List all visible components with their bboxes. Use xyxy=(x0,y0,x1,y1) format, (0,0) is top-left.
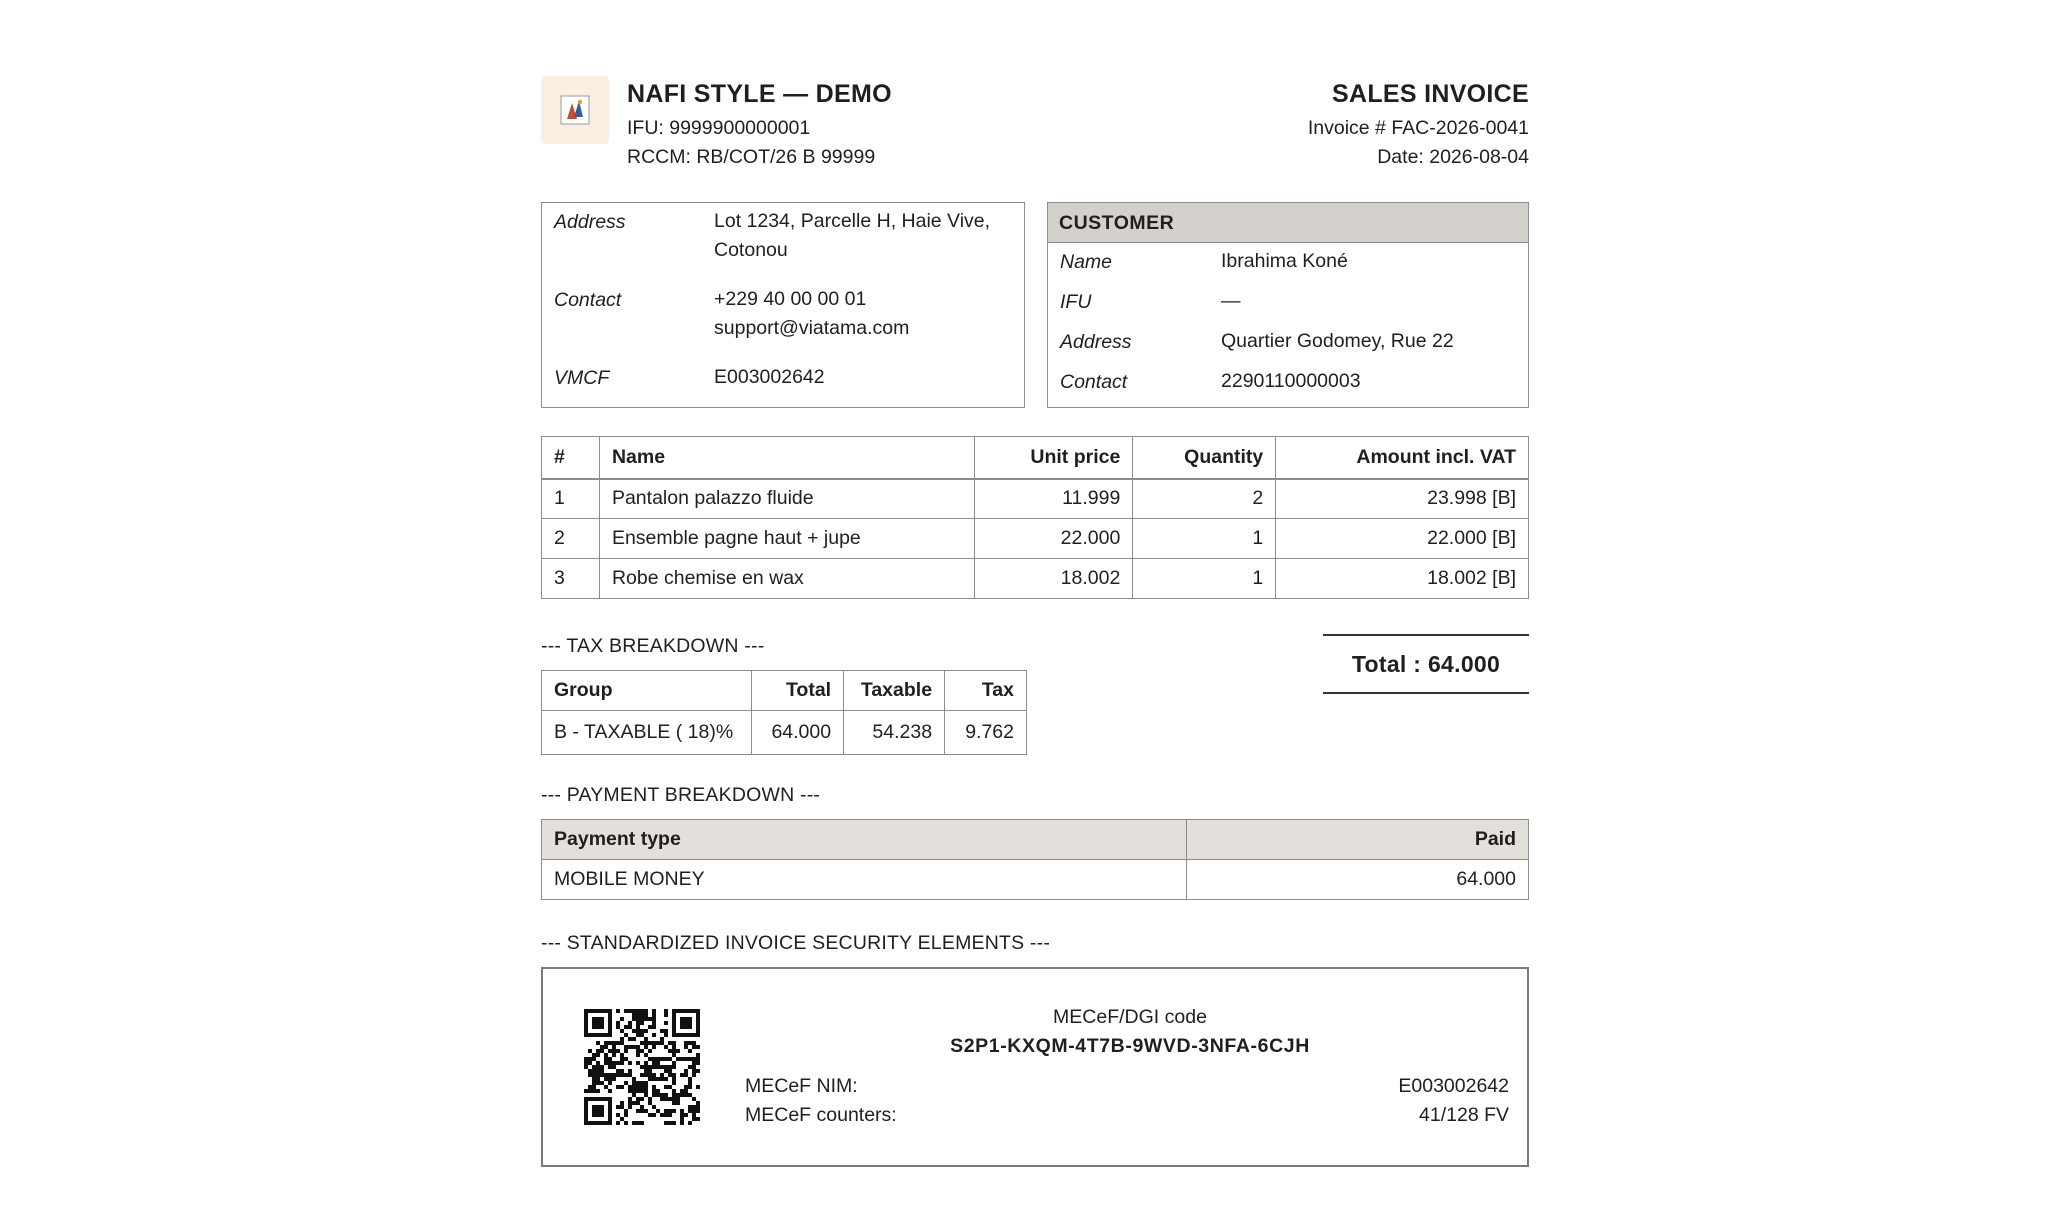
item-unit-price: 11.999 xyxy=(975,479,1133,519)
items-header-number: # xyxy=(542,437,600,479)
items-header-name: Name xyxy=(599,437,975,479)
tax-total: 64.000 xyxy=(752,711,844,755)
table-row xyxy=(542,519,1529,559)
tax-header-tax: Tax xyxy=(945,671,1027,711)
tax-section-title: --- TAX BREAKDOWN --- xyxy=(541,635,765,657)
invoice-number: Invoice # FAC-2026-0041 xyxy=(1307,117,1529,139)
invoice-total: Total : 64.000 xyxy=(1323,634,1529,694)
items-table xyxy=(541,436,1529,599)
tax-header-row xyxy=(542,671,1027,711)
items-header-quantity: Quantity xyxy=(1133,437,1276,479)
mecef-nim-value: E003002642 xyxy=(1398,1075,1509,1097)
customer-contact-label: Contact xyxy=(1060,371,1128,393)
item-amount: 18.002 [B] xyxy=(1276,559,1529,599)
customer-info-box xyxy=(1047,202,1529,408)
mecef-code-label: MECeF/DGI code xyxy=(1053,1006,1207,1028)
item-number: 2 xyxy=(542,519,600,559)
tax-header-group: Group xyxy=(542,671,752,711)
payment-header-row xyxy=(542,820,1529,860)
payment-type: MOBILE MONEY xyxy=(542,860,1187,900)
table-row xyxy=(542,479,1529,519)
seller-info-box xyxy=(541,202,1025,408)
tax-header-taxable: Taxable xyxy=(844,671,945,711)
item-name: Robe chemise en wax xyxy=(599,559,975,599)
mecef-nim-label: MECeF NIM: xyxy=(745,1075,858,1097)
customer-address-label: Address xyxy=(1060,331,1132,353)
item-name: Pantalon palazzo fluide xyxy=(599,479,975,519)
mecef-counters-value: 41/128 FV xyxy=(1419,1104,1509,1126)
tax-header-total: Total xyxy=(752,671,844,711)
item-number: 3 xyxy=(542,559,600,599)
item-quantity: 1 xyxy=(1133,559,1276,599)
customer-contact-value: 2290110000003 xyxy=(1221,370,1361,392)
security-section-title: --- STANDARDIZED INVOICE SECURITY ELEMENTS --- xyxy=(541,932,1051,954)
payment-header-type: Payment type xyxy=(542,820,1187,860)
mecef-counters-label: MECeF counters: xyxy=(745,1104,897,1126)
payment-table xyxy=(541,819,1529,900)
seller-vmcf-value: E003002642 xyxy=(714,366,825,388)
security-box xyxy=(541,967,1529,1167)
seller-vmcf-label: VMCF xyxy=(554,367,610,389)
item-name: Ensemble pagne haut + jupe xyxy=(599,519,975,559)
item-number: 1 xyxy=(542,479,600,519)
table-row xyxy=(542,860,1529,900)
items-header-amount: Amount incl. VAT xyxy=(1276,437,1529,479)
items-header-row xyxy=(542,437,1529,479)
table-row xyxy=(542,711,1027,755)
customer-address-value: Quartier Godomey, Rue 22 xyxy=(1221,330,1454,352)
seller-address-line2: Cotonou xyxy=(714,239,788,261)
mecef-code-value: S2P1-KXQM-4T7B-9WVD-3NFA-6CJH xyxy=(950,1035,1310,1057)
seller-address-line1: Lot 1234, Parcelle H, Haie Vive, xyxy=(714,210,991,232)
payment-section-title: --- PAYMENT BREAKDOWN --- xyxy=(541,784,821,806)
items-header-unit-price: Unit price xyxy=(975,437,1133,479)
seller-contact-phone: +229 40 00 00 01 xyxy=(714,288,867,310)
payment-paid: 64.000 xyxy=(1187,860,1529,900)
document-title: SALES INVOICE xyxy=(1332,80,1529,108)
item-quantity: 1 xyxy=(1133,519,1276,559)
seller-contact-label: Contact xyxy=(554,289,622,311)
customer-ifu-value: — xyxy=(1221,290,1241,312)
invoice-date: Date: 2026-08-04 xyxy=(1377,146,1529,168)
item-amount: 23.998 [B] xyxy=(1276,479,1529,519)
item-unit-price: 22.000 xyxy=(975,519,1133,559)
customer-ifu-label: IFU xyxy=(1060,291,1092,313)
brand-logo-icon xyxy=(541,76,609,144)
payment-header-paid: Paid xyxy=(1187,820,1529,860)
company-rccm: RCCM: RB/COT/26 B 99999 xyxy=(627,146,876,168)
tax-group: B - TAXABLE ( 18)% xyxy=(542,711,752,755)
customer-heading: CUSTOMER xyxy=(1048,203,1528,243)
seller-address-label: Address xyxy=(554,211,626,233)
company-ifu: IFU: 9999900000001 xyxy=(627,117,811,139)
item-quantity: 2 xyxy=(1133,479,1276,519)
company-name: NAFI STYLE — DEMO xyxy=(627,80,892,108)
seller-contact-email: support@viatama.com xyxy=(714,317,910,339)
tax-taxable: 54.238 xyxy=(844,711,945,755)
customer-name-label: Name xyxy=(1060,251,1113,273)
table-row xyxy=(542,559,1529,599)
tax-amount: 9.762 xyxy=(945,711,1027,755)
customer-name-value: Ibrahima Koné xyxy=(1221,250,1348,272)
item-amount: 22.000 [B] xyxy=(1276,519,1529,559)
item-unit-price: 18.002 xyxy=(975,559,1133,599)
tax-table xyxy=(541,670,1027,755)
